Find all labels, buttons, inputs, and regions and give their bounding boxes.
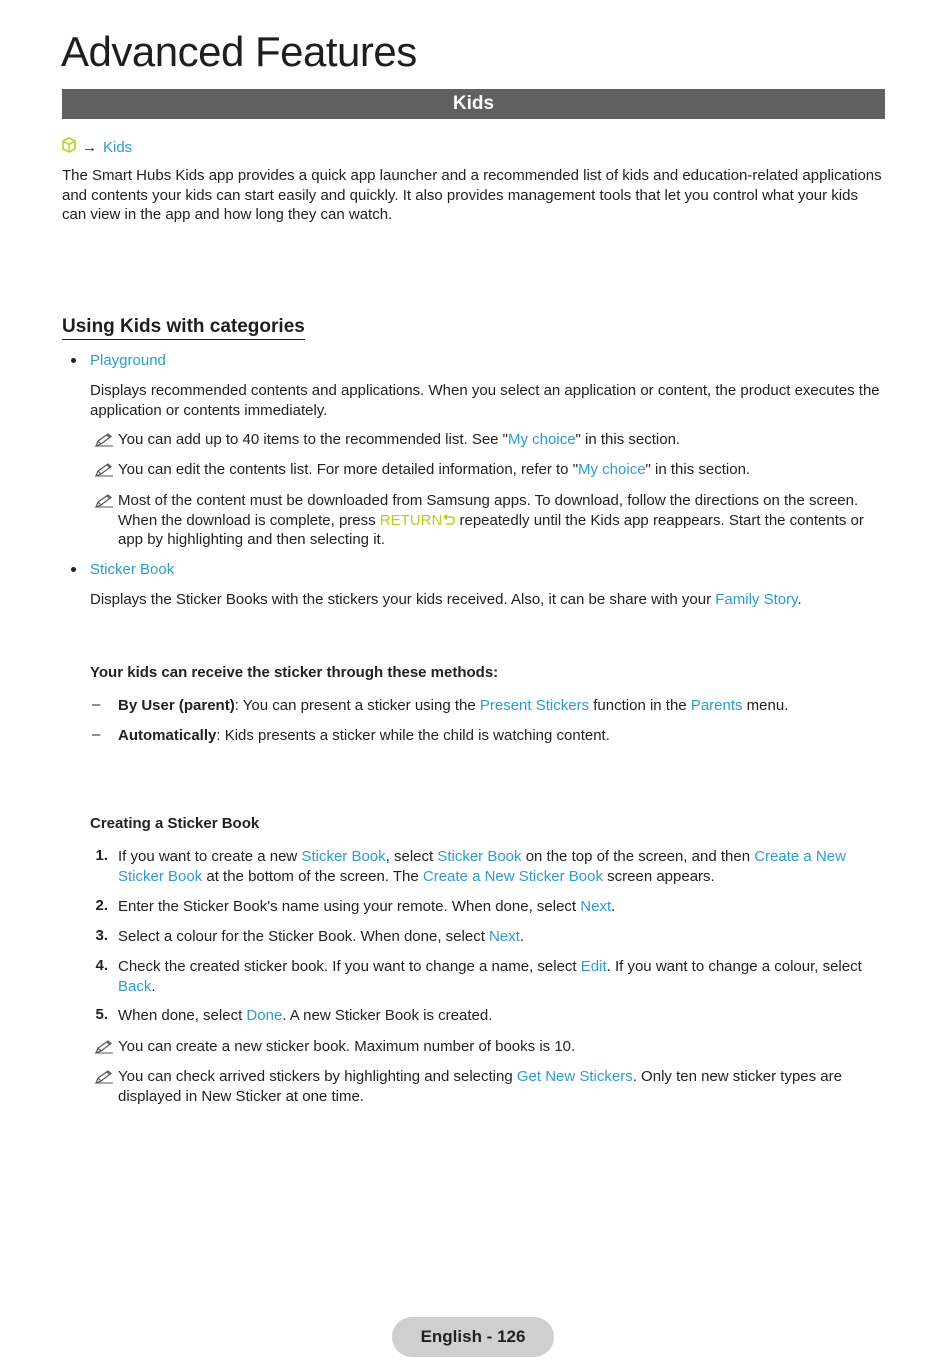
step-number: 5.	[95, 1006, 108, 1023]
sticker-book-link[interactable]: Sticker Book	[437, 848, 522, 865]
my-choice-link[interactable]: My choice	[578, 461, 646, 478]
page-number-footer: English - 126	[392, 1317, 554, 1357]
sticker-book-link[interactable]: Sticker Book	[90, 561, 175, 578]
step-4: Check the created sticker book. If you want to change a name, select Edit. If you want to change a colour, select Back.	[118, 958, 862, 995]
creating-note-1: You can create a new sticker book. Maximum number of books is 10.	[118, 1038, 576, 1055]
step-number: 1.	[95, 847, 108, 864]
playground-note-3: Most of the content must be downloaded from Samsung apps. To download, follow the directions on the screen. When the download is complete, press RETURN repeatedly until the Kids app reappears. Start the contents or app by highlighting and then selecting it.	[118, 492, 864, 548]
step-2: Enter the Sticker Book's name using your remote. When done, select Next.	[118, 898, 616, 915]
step-number: 4.	[95, 957, 108, 974]
page-title: Advanced Features	[61, 28, 417, 75]
breadcrumb-arrow: →	[82, 138, 97, 156]
bullet-dot	[71, 358, 76, 363]
playground-description: Displays recommended contents and applications. When you select an application or content, the product executes the application or contents immediately.	[90, 382, 880, 419]
done-link[interactable]: Done	[246, 1007, 283, 1024]
return-key-label: RETURN	[379, 511, 443, 529]
playground-link[interactable]: Playground	[90, 352, 166, 369]
breadcrumb-link-kids[interactable]: Kids	[103, 138, 133, 156]
my-choice-link[interactable]: My choice	[508, 431, 576, 448]
next-link[interactable]: Next	[580, 898, 612, 915]
parents-link[interactable]: Parents	[690, 697, 743, 714]
pencil-note-icon	[94, 1039, 114, 1055]
pencil-note-icon	[94, 462, 114, 478]
sticker-book-description: Displays the Sticker Books with the stickers your kids received. Also, it can be share with your Family Story.	[90, 591, 802, 608]
playground-note-1: You can add up to 40 items to the recommended list. See "My choice" in this section.	[118, 431, 681, 448]
section-subheading: Using Kids with categories	[62, 316, 305, 340]
dash-marker: –	[92, 726, 101, 743]
apps-hexagon-icon	[62, 137, 76, 157]
playground-note-2: You can edit the contents list. For more detailed information, refer to "My choice" in this section.	[118, 461, 751, 478]
edit-link[interactable]: Edit	[580, 958, 607, 975]
breadcrumb	[62, 137, 132, 157]
create-new-sticker-book-link[interactable]: Create a New Sticker Book	[422, 867, 603, 885]
methods-heading: Your kids can receive the sticker through these methods:	[90, 664, 499, 681]
step-number: 2.	[95, 897, 108, 914]
pencil-note-icon	[94, 432, 114, 448]
intro-paragraph: The Smart Hubs Kids app provides a quick app launcher and a recommended list of kids and education-related applications and contents your kids can start easily and quickly. It also provides management tools that let you control what your kids can view in the app and how long they can watch.	[62, 167, 882, 223]
bullet-dot	[71, 567, 76, 572]
section-title-bar: Kids	[62, 89, 885, 119]
method-automatically: Automatically: Kids presents a sticker while the child is watching content.	[118, 727, 610, 744]
sticker-book-link[interactable]: Sticker Book	[301, 848, 386, 865]
return-arrow-icon	[442, 512, 455, 529]
back-link[interactable]: Back	[118, 977, 152, 995]
step-5: When done, select Done. A new Sticker Book is created.	[118, 1007, 493, 1024]
next-link[interactable]: Next	[489, 928, 520, 945]
pencil-note-icon	[94, 493, 114, 509]
creating-heading: Creating a Sticker Book	[90, 815, 260, 832]
step-1: If you want to create a new Sticker Book, select Sticker Book on the top of the screen, and then Create a New Sticker Book at the bottom of the screen. The Create a New Sticker Book screen appears.	[118, 848, 846, 885]
dash-marker: –	[92, 696, 101, 713]
pencil-note-icon	[94, 1069, 114, 1085]
family-story-link[interactable]: Family Story	[715, 591, 798, 608]
creating-note-2: You can check arrived stickers by highlighting and selecting Get New Stickers. Only ten new sticker types are displayed in New Sticker at one time.	[118, 1068, 842, 1105]
create-new-sticker-book-link[interactable]: Create a New Sticker Book	[118, 848, 846, 885]
get-new-stickers-link[interactable]: Get New Stickers	[516, 1068, 633, 1085]
method-by-user: By User (parent): You can present a sticker using the Present Stickers function in the Parents menu.	[118, 697, 789, 714]
step-3: Select a colour for the Sticker Book. When done, select Next.	[118, 928, 525, 945]
present-stickers-link[interactable]: Present Stickers	[479, 697, 590, 714]
step-number: 3.	[95, 927, 108, 944]
